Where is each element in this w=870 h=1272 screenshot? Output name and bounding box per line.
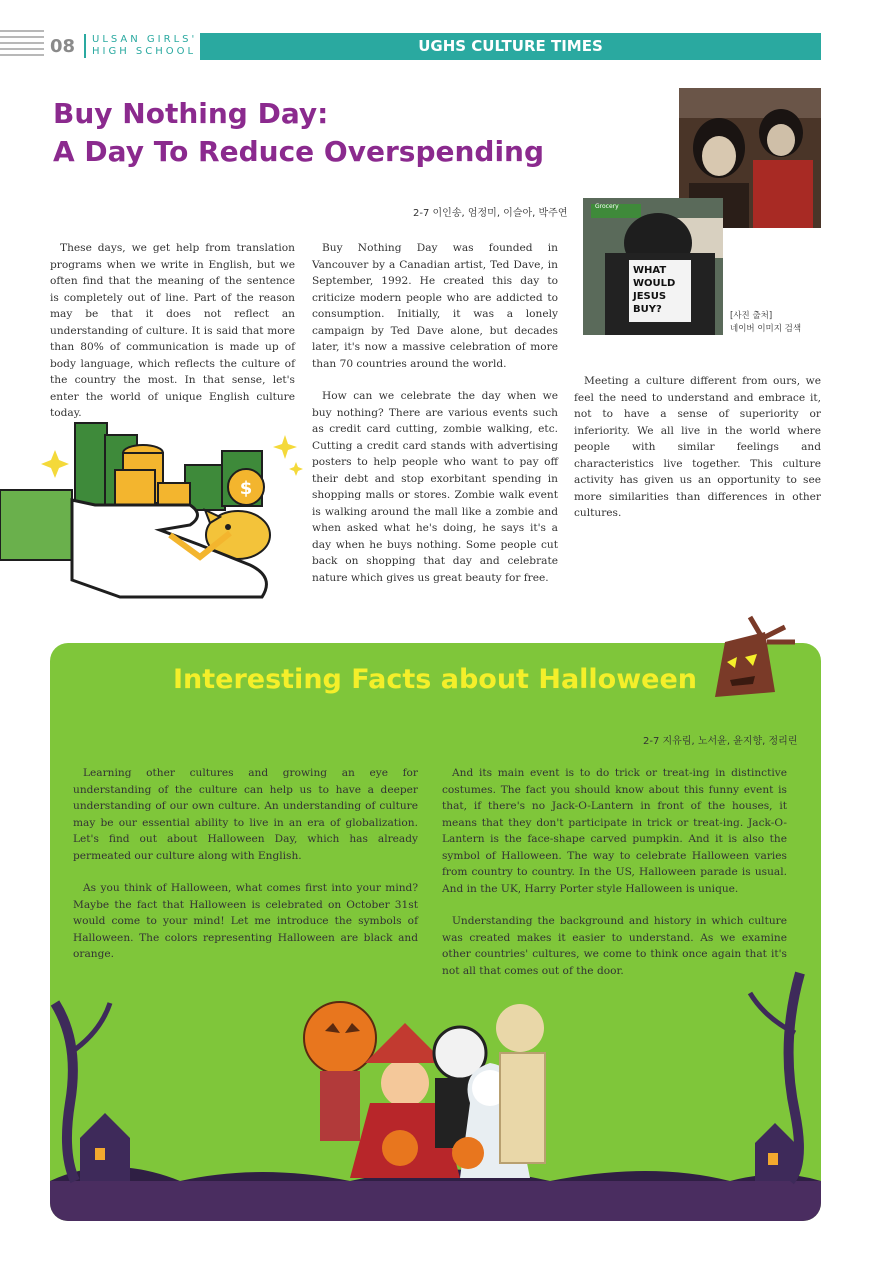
photo-caption [730, 310, 801, 336]
article2-column-1 [73, 765, 418, 979]
paragraph: These days, we get help from translation programs when we write in English, but we often find that the meaning of the sentence is completely out of line. Part of the reason may be that it does not reflect an understanding of culture. It is said that more than 80% of communication is made up of body language, which reflects the culture of the country the most. In that sense, let's enter the world of unique English culture today. [50, 242, 295, 419]
article1-title-line2: A Day To Reduce Overspending [53, 135, 545, 168]
paragraph: Meeting a culture different from ours, we feel the need to understand and embrace it, not to have a sense of superiority or inferiority. We all live in the world where people with similar feelings and characteristics live together. This culture activity has given us an opportunity to see more similarities than differences in other cultures. [574, 375, 821, 519]
photo-caption-line2: 네이버 이미지 검색 [730, 324, 802, 334]
page-number: 08 [50, 36, 76, 57]
halloween-kids-illustration [50, 963, 821, 1221]
paragraph: How can we celebrate the day when we buy nothing? There are various events such as credit card cutting, zombie walking, etc. Cutting a credit card stands with advertising posters to help people who want to pay off their debt and stop exorbitant spending in shopping malls or stores. Zombie walk event is walking around the mall like a zombie and when asked what he's doing, he says it's a day when he buys nothing. Some people cut back on shopping that day and celebrate nature which gives us great beauty for free. [312, 390, 558, 584]
sparkle-icon [41, 450, 69, 478]
article1-title [53, 95, 544, 171]
photo-caption-line1: [사진 출처] [730, 311, 773, 321]
coin-icon [228, 469, 264, 505]
article1-column-1 [50, 240, 295, 438]
paragraph: Understanding the background and history in which culture was created makes it easier to understand. As we examine other countries' cultures, we come to think once again that it's not all that comes out of the door. [442, 915, 787, 977]
protest-sign-photo [583, 198, 723, 335]
section-banner: UGHS CULTURE TIMES [200, 33, 821, 60]
protest-sign-text: WHAT WOULD JESUS BUY? [633, 265, 676, 315]
school-name-line2: HIGH SCHOOL [92, 46, 197, 57]
article1-title-line1: Buy Nothing Day: [53, 97, 329, 130]
article1-byline: 2-7 이인송, 엄정미, 이슬아, 박주연 [413, 208, 568, 219]
paragraph: Buy Nothing Day was founded in Vancouver by a Canadian artist, Ted Dave, in September, 1992. He created this day to criticize modern people who are addicted to consumption. Initially, it was a lonely campaign by Ted Dave alone, but decades later, it's now a massive celebration of more than 70 countries around the world. [312, 242, 558, 370]
article1-column-2 [312, 240, 558, 602]
article2-byline: 2-7 지유림, 노서윤, 윤지향, 정리린 [643, 736, 798, 747]
school-name-line1: ULSAN GIRLS' [92, 34, 198, 45]
sparkle-icon [273, 435, 297, 459]
store-sign-text: Grocery [595, 203, 619, 210]
school-name [84, 34, 197, 58]
article1-column-3 [574, 373, 821, 538]
svg-text:$: $ [239, 478, 253, 499]
paragraph: As you think of Halloween, what comes first into your mind? Maybe the fact that Halloween is celebrated on October 31st would come to your mind! Let me introduce the symbols of Halloween. The colors representing Halloween are black and orange. [73, 882, 418, 960]
article2-title: Interesting Facts about Halloween [172, 664, 698, 695]
paragraph: And its main event is to do trick or treat-ing in distinctive costumes. The fact you should know about this funny event is that, if there's no Jack-O-Lantern in front of the houses, it means that they don't participate in trick or treat-ing. Jack-O-Lantern is the face-shape carved pumpkin. And it is also the symbol of Halloween. The way to celebrate Halloween varies from country to country. In the US, Halloween parade is usual. And in the UK, Harry Porter style Halloween is unique. [442, 767, 787, 895]
money-hand-illustration [0, 415, 310, 605]
header-stripe-lines [0, 30, 44, 62]
paragraph: Learning other cultures and growing an eye for understanding of the culture can help us to have a deeper understanding of our own culture. An understanding of culture may be our essential ability to live in an era of globalization. Let's find out about Halloween Day, which has already permeated our culture along with English. [73, 767, 418, 862]
article2-column-2 [442, 765, 787, 995]
